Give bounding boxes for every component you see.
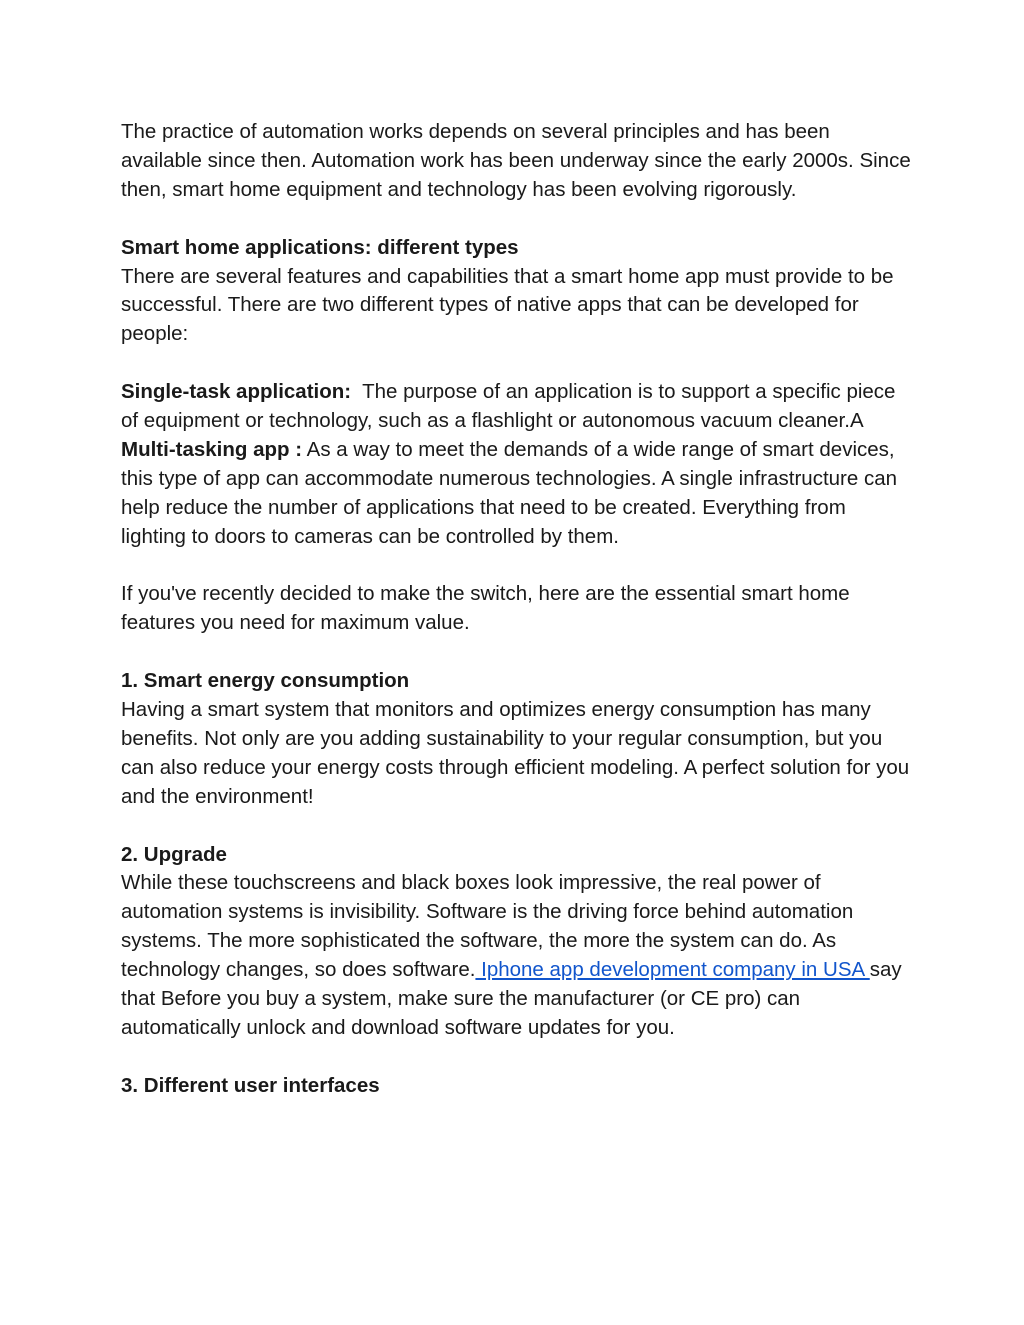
multi-task-text: As a way to meet the demands of a wide range of smart devices, this type of app can accommodate numerous technologies. A single infrastructure can help reduce the number of applications that need to be created. Everything from lighting to doors to cameras can be controlled by them. [121, 437, 903, 548]
iphone-app-development-link[interactable]: Iphone app development company in USA [475, 958, 870, 982]
single-task-text: The purpose of an application is to support a specific piece of equipment or technology, such as a flashlight or autonomous vacuum cleaner.A [121, 380, 902, 433]
section1-body: Having a smart system that monitors and optimizes energy consumption has many benefits. Not only are you adding sustainability to your regular consumption, but you can also reduce your energy costs through efficient modeling. A perfect solution for you and the environment! [121, 698, 910, 808]
paragraph-spacer [121, 812, 911, 841]
document-page [121, 118, 911, 1101]
types-body: There are several features and capabilities that a smart home app must provide to be successful. There are two different types of native apps that can be developed for people: [121, 264, 894, 346]
single-task-label: Single-task application: [121, 380, 352, 404]
single-task-paragraph [121, 378, 911, 436]
types-heading: Smart home applications: different types [121, 235, 519, 259]
switch-paragraph: If you've recently decided to make the switch, here are the essential smart home features you need for maximum value. [121, 582, 850, 635]
paragraph-spacer [121, 552, 911, 581]
section2-heading: 2. Upgrade [121, 842, 227, 866]
section2-body-after: say that Before you buy a system, make sure the manufacturer (or CE pro) can automatically unlock and download software updates for you. [121, 958, 902, 1040]
paragraph-spacer [121, 1043, 911, 1072]
paragraph-spacer [121, 349, 911, 378]
multi-task-label: Multi-tasking app : [121, 437, 303, 461]
section2-body [121, 869, 911, 1042]
paragraph-spacer [121, 638, 911, 667]
section2-body-before: While these touchscreens and black boxes look impressive, the real power of automation systems is invisibility. Software is the driving force behind automation systems. The more sophisticated the software, the more the system can do. As technology changes, so does software. [121, 871, 854, 982]
intro-paragraph: The practice of automation works depends on several principles and has been available since then. Automation work has been underway since the early 2000s. Since then, smart home equipment and technology has been evolving rigorously. [121, 120, 911, 201]
paragraph-spacer [121, 205, 911, 234]
section1-heading: 1. Smart energy consumption [121, 669, 410, 693]
section3-heading: 3. Different user interfaces [121, 1073, 380, 1097]
multi-task-paragraph [121, 436, 911, 552]
